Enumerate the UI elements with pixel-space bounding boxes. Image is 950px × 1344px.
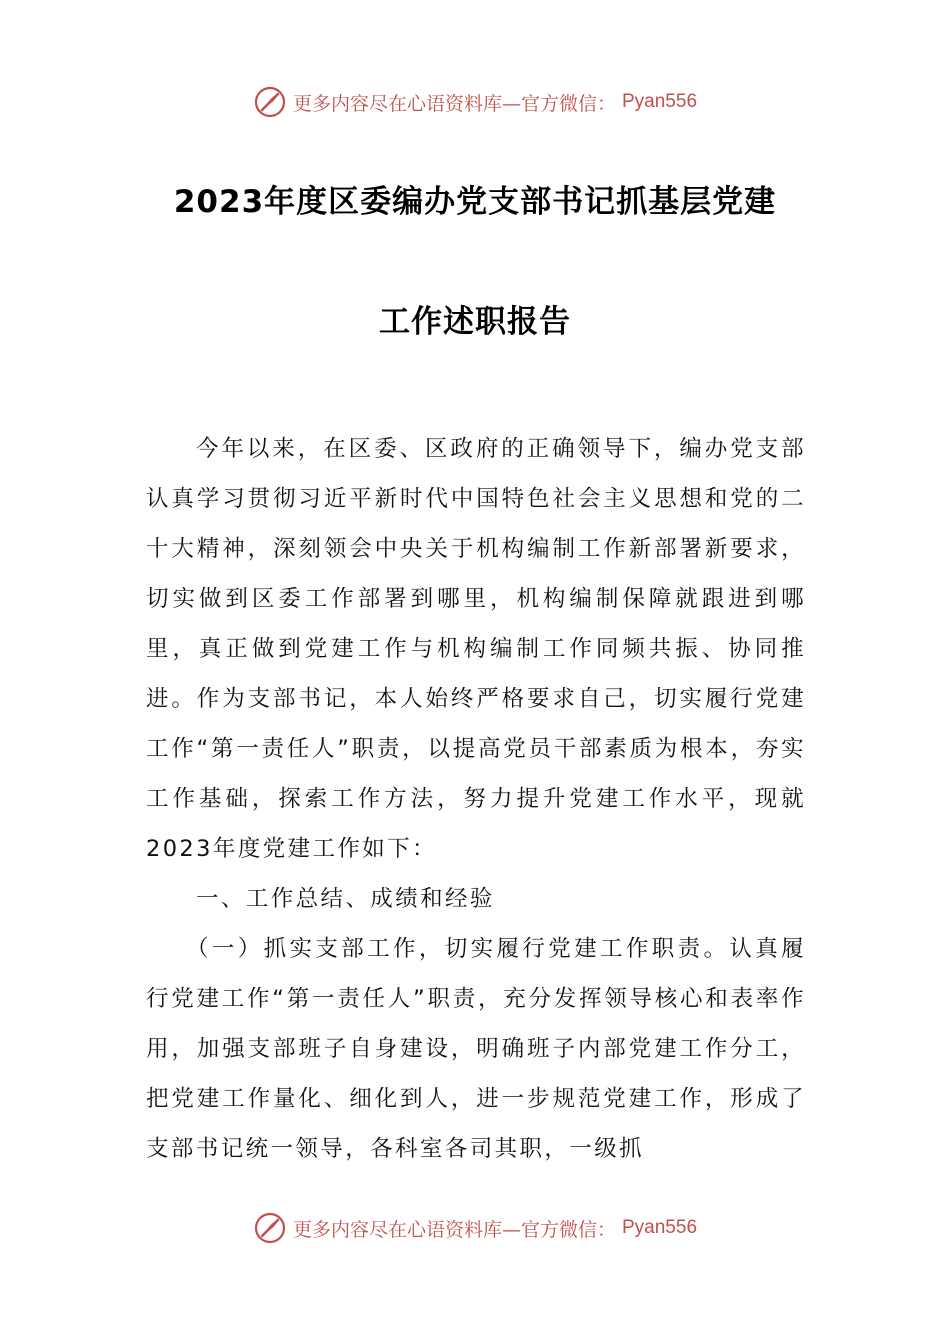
header-watermark xyxy=(0,82,950,122)
watermark-site-text: 更多内容尽在心语资料库—官方微信： xyxy=(292,92,616,115)
footer-watermark xyxy=(0,1208,950,1248)
section-heading: 一、工作总结、成绩和经验 xyxy=(196,886,495,912)
document-body xyxy=(146,424,806,1174)
section-item-paragraph: （一）抓实支部工作，切实履行党建工作职责。认真履行党建工作“第一责任人”职责，充分发挥领导核心和表率作用，加强支部班子自身建设，明确班子内部党建工作分工，把党建工作量化、细化到人，进一步规范党建工作，形成了支部书记统一领导，各科室各司其职，一级抓 xyxy=(146,936,806,1162)
watermark-wechat-id: Pyan556 xyxy=(622,91,698,112)
document-title-line-2: 工作述职报告 xyxy=(379,304,571,340)
quill-logo-icon xyxy=(253,1211,287,1245)
quill-logo-icon xyxy=(253,85,287,119)
watermark-wechat-id: Pyan556 xyxy=(622,1217,698,1238)
intro-paragraph: 今年以来，在区委、区政府的正确领导下，编办党支部认真学习贯彻习近平新时代中国特色社会主义思想和党的二十大精神，深刻领会中央关于机构编制工作新部署新要求，切实做到区委工作部署到哪里，机构编制保障就跟进到哪里，真正做到党建工作与机构编制工作同频共振、协同推进。作为支部书记，本人始终严格要求自己，切实履行党建工作“第一责任人”职责，以提高党员干部素质为根本，夯实工作基础，探索工作方法，努力提升党建工作水平，现就2023年度党建工作如下： xyxy=(146,436,806,862)
watermark-site-text: 更多内容尽在心语资料库—官方微信： xyxy=(292,1218,616,1241)
document-title-line-1: 2023年度区委编办党支部书记抓基层党建 xyxy=(173,184,777,220)
